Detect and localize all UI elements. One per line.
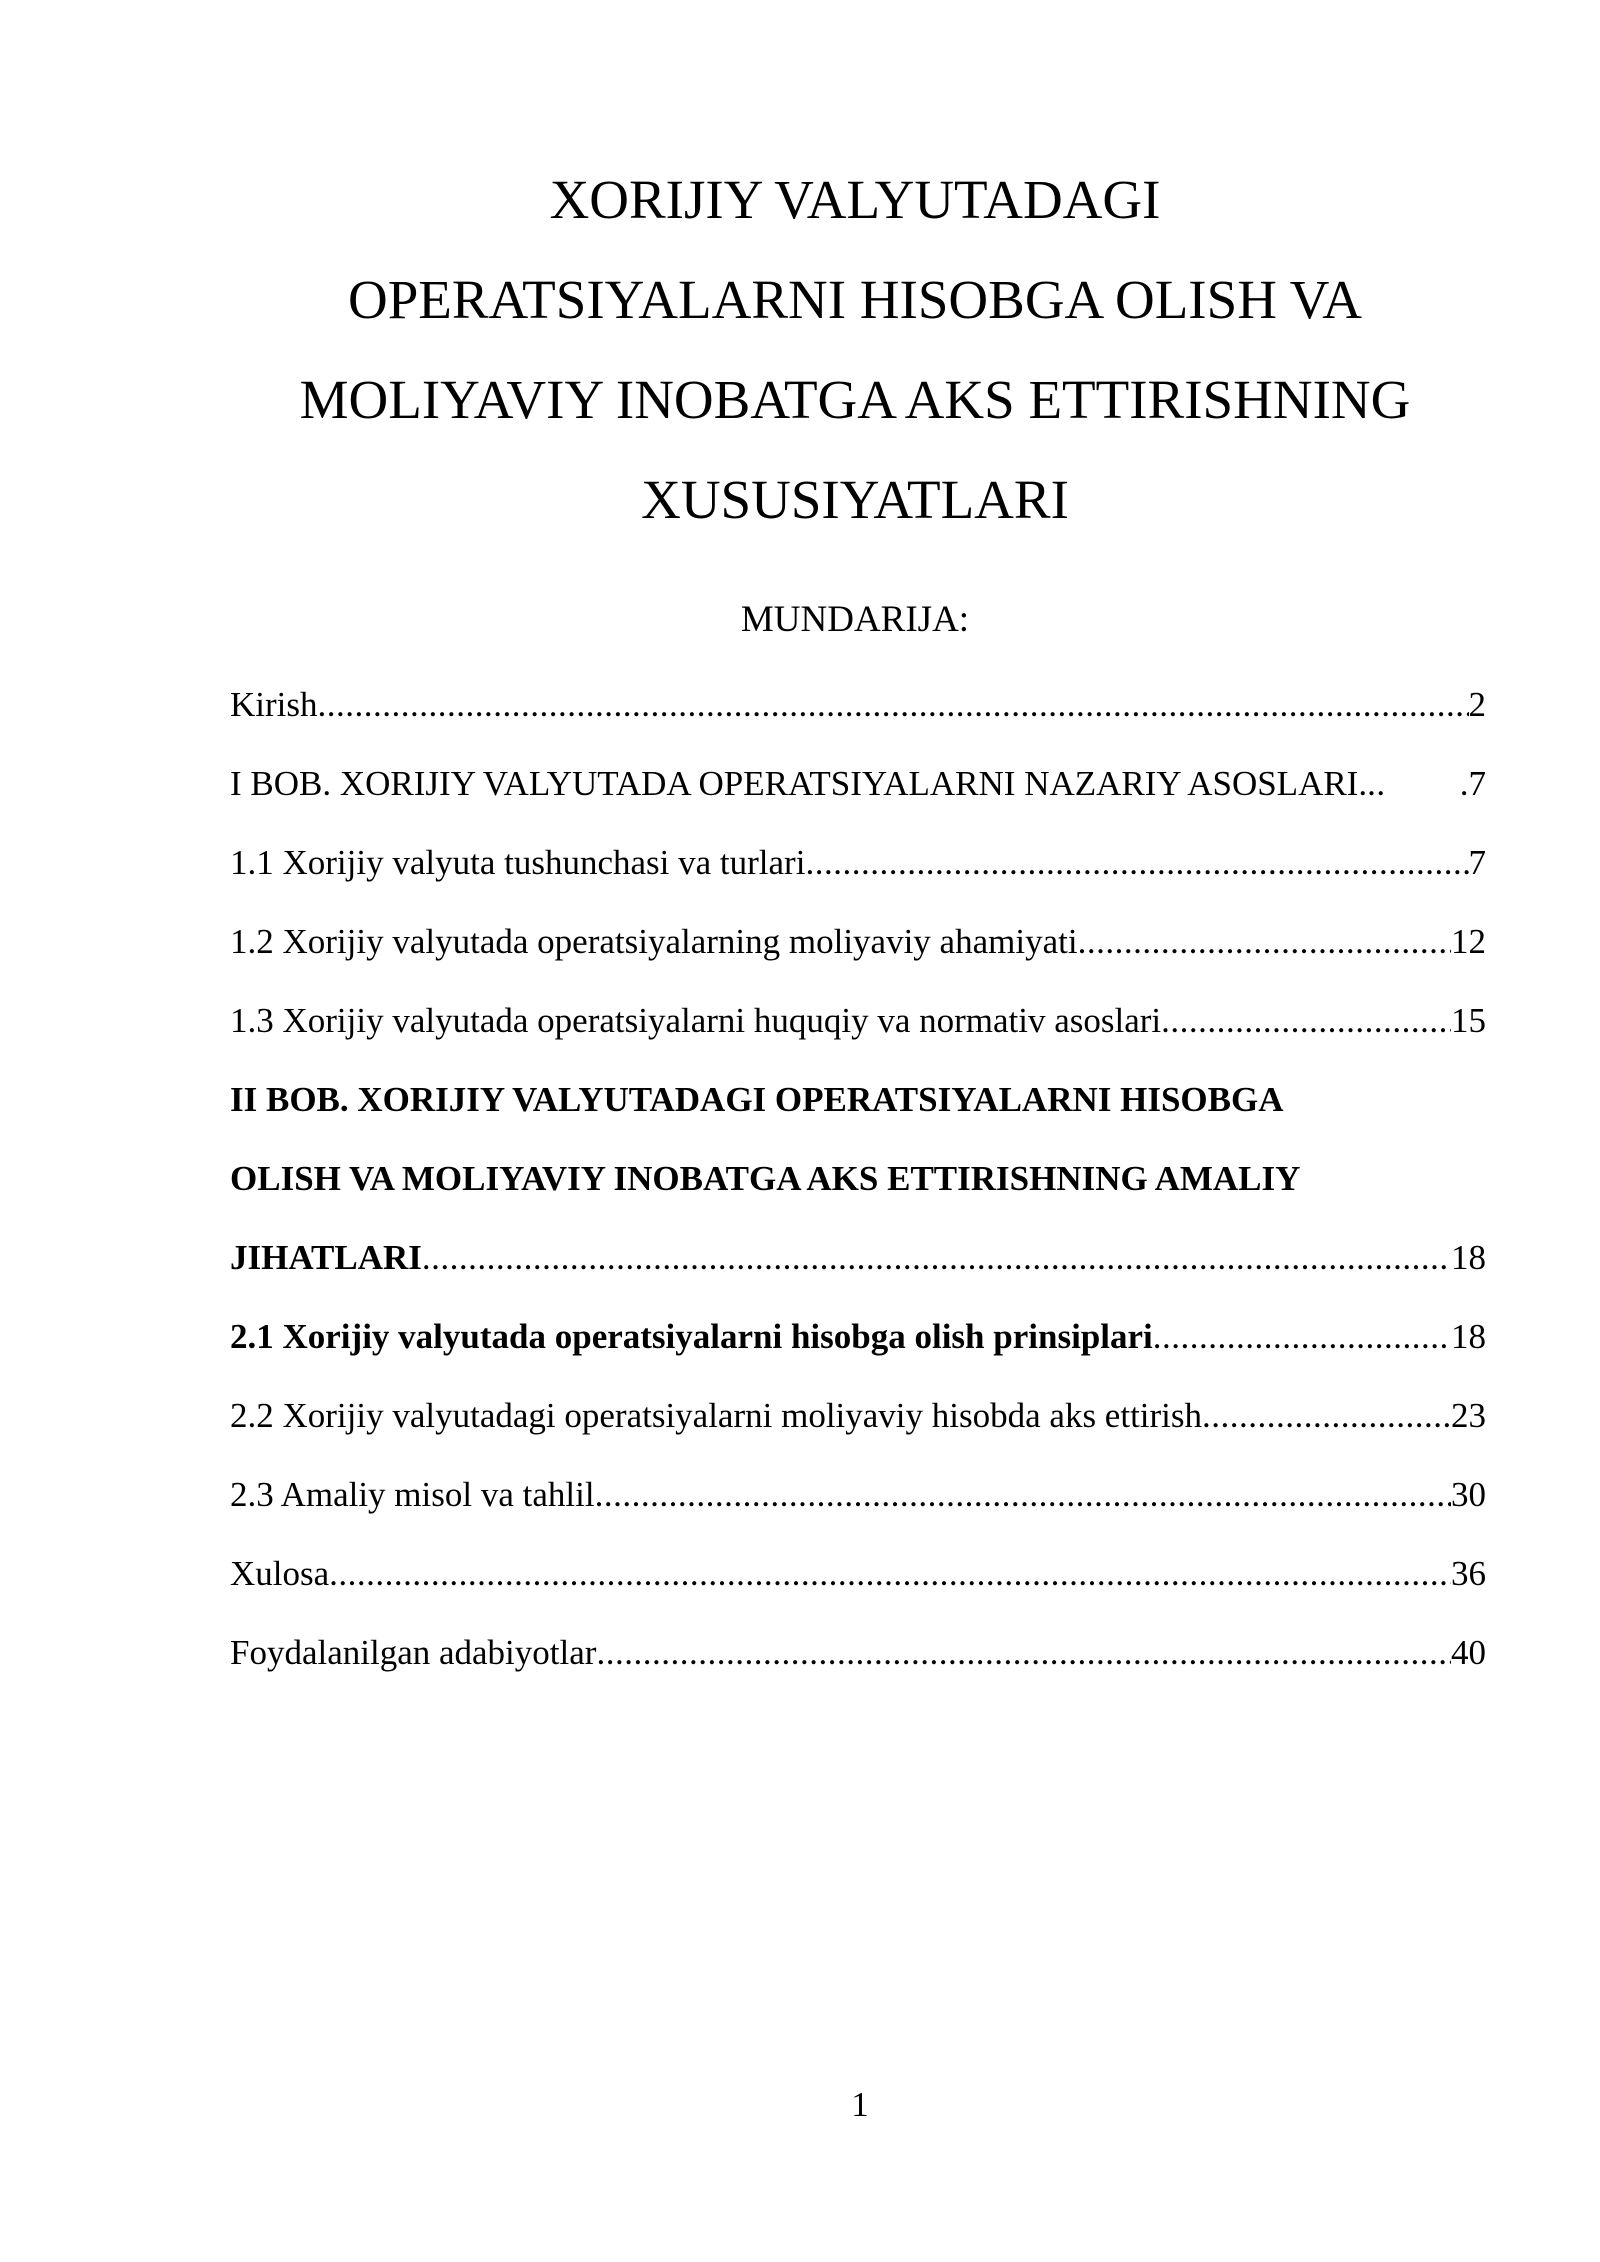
toc-entry-title: 2.3 Amaliy misol va tahlil (230, 1475, 595, 1514)
toc-entry-title: Kirish (230, 685, 318, 724)
dot-leader (318, 665, 1469, 744)
toc-entry-page: 2 (1468, 685, 1486, 724)
title-line: XORIJIY VALYUTADAGI (549, 169, 1161, 230)
page-number: 1 (851, 2085, 869, 2124)
toc-entry-kirish (230, 665, 1486, 744)
title-line: OPERATSIYALARNI HISOBGA OLISH VA (347, 269, 1363, 330)
toc-entry-title: OLISH VA MOLIYAVIY INOBATGA AKS ETTIRISHNING AMALIY (230, 1159, 1301, 1198)
dot-leader (596, 1613, 1451, 1692)
toc-entry-1-1 (230, 823, 1486, 902)
toc-entry-2-1 (230, 1297, 1486, 1376)
toc-entry-page: 7 (1468, 843, 1486, 882)
document-title (230, 150, 1480, 550)
title-line: MOLIYAVIY INOBATGA AKS ETTIRISHNING (299, 369, 1411, 430)
table-of-contents (230, 665, 1486, 1692)
toc-entry-adabiyotlar (230, 1613, 1486, 1692)
toc-entry-2-2 (230, 1376, 1486, 1455)
toc-heading: MUNDARIJA: (740, 599, 970, 640)
toc-entry-title: II BOB. XORIJIY VALYUTADAGI OPERATSIYALARNI HISOBGA (230, 1080, 1284, 1119)
toc-entry-title: 1.2 Xorijiy valyutada operatsiyalarning moliyaviy ahamiyati (230, 922, 1078, 961)
toc-entry-title: 1.3 Xorijiy valyutada operatsiyalarni huquqiy va normativ asoslari (230, 1001, 1162, 1040)
toc-entry-title: 1.1 Xorijiy valyuta tushunchasi va turlari (230, 843, 806, 882)
toc-entry-chapter-1 (230, 744, 1486, 823)
toc-entry-page: 12 (1451, 922, 1486, 961)
dot-leader (1367, 744, 1460, 823)
toc-entry-page: 23 (1451, 1396, 1486, 1435)
dot-leader (1202, 1376, 1451, 1455)
toc-entry-1-3 (230, 981, 1486, 1060)
dot-leader (1161, 981, 1451, 1060)
toc-entry-title: JIHATLARI (230, 1238, 422, 1277)
toc-entry-page: 40 (1451, 1633, 1486, 1672)
dot-leader (595, 1455, 1451, 1534)
dot-leader (329, 1534, 1451, 1613)
toc-entry-title: Foydalanilgan adabiyotlar (230, 1633, 597, 1672)
toc-entry-page: 36 (1451, 1554, 1486, 1593)
dot-leader (1078, 902, 1451, 981)
toc-entry-title: 2.2 Xorijiy valyutadagi operatsiyalarni moliyaviy hisobda aks ettirish (230, 1396, 1203, 1435)
dot-leader (1153, 1297, 1451, 1376)
toc-entry-page: 15 (1451, 1001, 1486, 1040)
toc-entry-chapter-2 (230, 1218, 1486, 1297)
dot-leader (805, 823, 1468, 902)
toc-entry-chapter-2-line-1 (230, 1060, 1486, 1139)
toc-entry-page: 18 (1451, 1238, 1486, 1277)
toc-entry-chapter-2-line-2 (230, 1139, 1486, 1218)
title-line: XUSUSIYATLARI (641, 469, 1069, 530)
toc-entry-1-2 (230, 902, 1486, 981)
toc-entry-title: 2.1 Xorijiy valyutada operatsiyalarni hisobga olish prinsiplari (230, 1317, 1153, 1356)
toc-entry-title: I BOB. XORIJIY VALYUTADA OPERATSIYALARNI NAZARIY ASOSLARI. (230, 764, 1368, 803)
toc-entry-page: 18 (1451, 1317, 1486, 1356)
toc-entry-page: 30 (1451, 1475, 1486, 1514)
toc-entry-page: .7 (1459, 764, 1486, 803)
dot-leader (422, 1218, 1451, 1297)
toc-entry-2-3 (230, 1455, 1486, 1534)
toc-entry-title: Xulosa (230, 1554, 330, 1593)
toc-entry-xulosa (230, 1534, 1486, 1613)
